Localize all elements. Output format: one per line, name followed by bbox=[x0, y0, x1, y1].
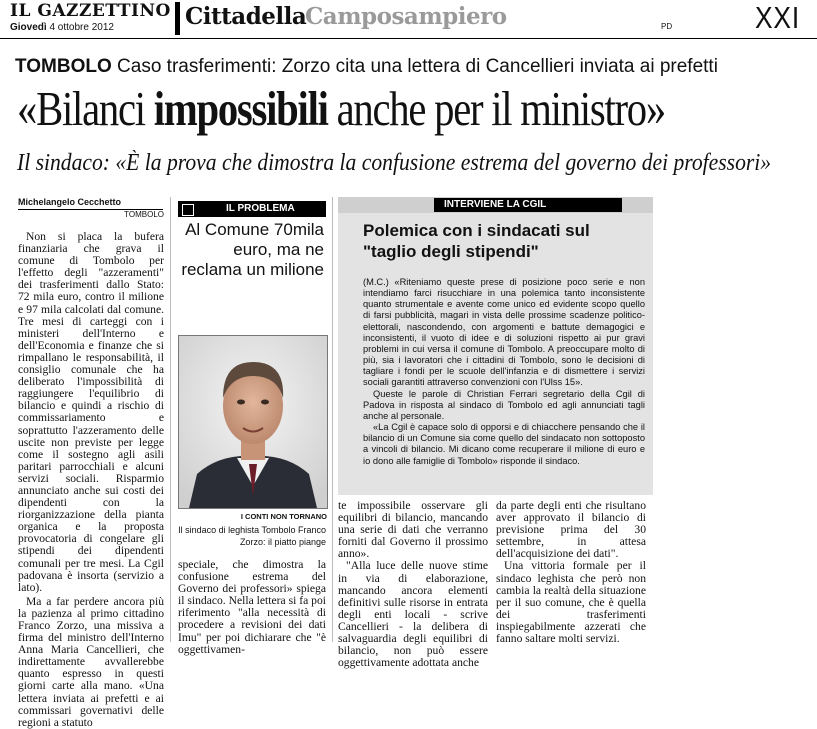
paragraph: te impossibile osservare gli equilibri di bilancio, mancando una serie di dati che verranno forniti dal Governo il prossimo anno». bbox=[338, 499, 488, 561]
masthead-rule bbox=[0, 38, 817, 39]
article-column-1 bbox=[18, 231, 164, 729]
headline-pre: «Bilanci bbox=[17, 81, 154, 136]
problem-title: Al Comune 70mila euro, ma ne reclama un milione bbox=[181, 220, 324, 279]
article-column-2 bbox=[178, 559, 326, 656]
kicker bbox=[15, 56, 718, 78]
square-icon bbox=[182, 204, 194, 216]
article-column-3 bbox=[338, 500, 488, 669]
headline bbox=[17, 81, 665, 137]
problem-tag-label: IL PROBLEMA bbox=[226, 203, 295, 214]
byline: Michelangelo Cecchetto bbox=[18, 197, 163, 210]
section-area: Camposampiero bbox=[305, 3, 507, 30]
cgil-title: Polemica con i sindacati sul "taglio degli stipendi" bbox=[363, 221, 590, 261]
issue-date-text: 4 ottobre 2012 bbox=[49, 22, 114, 33]
kicker-place: TOMBOLO bbox=[15, 56, 112, 77]
paragraph: da parte degli enti che risultano aver approvato il bilancio di previsione prima del 30 settembre, in attesa dell'acquisizione dei dati". bbox=[496, 499, 646, 561]
article-column-4 bbox=[496, 500, 646, 645]
province-code: PD bbox=[661, 22, 673, 31]
problem-tag bbox=[178, 201, 326, 217]
issue-day: Giovedì bbox=[10, 22, 47, 33]
paragraph: Non si placa la bufera finanziaria che grava il comune di Tombolo per l'effetto degli "azzeramenti" dei trasferimenti dallo Stato: 72 mila euro, contro il milione e 97 mila calcolati dal comune. Tre mesi di carteggi con i ministeri dell'Interno e dell'Economia e finanze che si rimpallano le responsabilità, il consiglio comunale che ha deliberato l'impossibilità di raggiungere l'equilibrio di bilancio e quindi a rischio di commissariamento e soprattutto l'azzeramento delle uscite non previste per legge come il sostegno agli asili paritari parrocchiali e alcuni servizi sociali. Risparmio annunciato anche sui costi dei dipendenti con la riorganizzazione della pianta organica e la proposta provocatoria di congelare gli stipendi dei dipendenti comunali per tre mesi. La Cgil padovana è insorta (servizio a lato). bbox=[18, 230, 164, 594]
column-rule bbox=[332, 197, 333, 642]
column-rule bbox=[170, 197, 171, 642]
subheadline: Il sindaco: «È la prova che dimostra la confusione estrema del governo dei professori» bbox=[17, 150, 772, 176]
headline-bold: impossibili bbox=[153, 81, 328, 136]
paragraph: Ma a far perdere ancora più la pazienza al primo cittadino Franco Zorzo, una missiva a firma del ministro dell'Interno Anna Maria Cancellieri, che indirettamente avvallerebbe quanto espresso in questi giorni carte alla mano. «Una lettera inviata ai prefetti e ai commissari governativi delle regioni a statuto bbox=[18, 594, 164, 729]
section-city: Cittadella bbox=[185, 3, 307, 30]
newspaper-name: IL GAZZETTINO bbox=[10, 1, 171, 21]
paragraph: Una vittoria formale per il sindaco leghista che però non cambia la realtà della situazione per il suo comune, che è quella dei trasferimenti inspiegabilmente azzerati che fanno saltare molti servizi. bbox=[496, 559, 646, 646]
paragraph: Queste le parole di Christian Ferrari segretario della Cgil di Padova in risposta al sindaco di Tombolo ed agli annunciati tagli anche al personale. bbox=[363, 388, 645, 421]
headline-post: anche per il ministro» bbox=[327, 81, 665, 136]
paragraph: "Alla luce delle nuove stime in via di elaborazione, mancando ancora elementi definitivi sulle risorse in entrata degli enti locali - scrive Cancellieri - la delibera di salvaguardia degli equilibri di bilancio, non può essere oggettivamente adottata anche bbox=[338, 559, 488, 670]
dateline: TOMBOLO bbox=[124, 210, 164, 219]
kicker-text: Caso trasferimenti: Zorzo cita una lettera di Cancellieri inviata ai prefetti bbox=[117, 56, 718, 77]
paragraph: (M.C.) «Riteniamo queste prese di posizione poco serie e non intendiamo farci risucchiare in una polemica tanto inconsistente quanto strumentale e avente come unico ed evidente scopo quello di farsi pubblicità, magari in vista delle prossime scadenze politico-elettorali, nascondendo, con argomenti e battute demagogici e inconsistenti, il vuoto di idee e di soluzioni rispetto ai pur gravi problemi in cui versa il comune di Tombolo. A preoccupare molto di più, sia i lavoratori che i cittadini di Tombolo, sono le decisioni di tagliare i fondi per le scuole dell'infanzia e di dismettere i servizi sociali garantiti attraverso convenzioni con l'Ulss 15». bbox=[363, 277, 645, 388]
portrait-image bbox=[179, 336, 327, 508]
paragraph: «La Cgil è capace solo di opporsi e di chiacchere pensando che il bilancio di un Comune sia come quello del sindacato non sottoposto a vincoli di bilancio. Mi dicano come recuperare il milione di euro e io dono alle famiglie di Tombolo» risponde il sindaco. bbox=[363, 422, 645, 466]
problem-box bbox=[178, 201, 326, 280]
mayor-photo bbox=[178, 335, 328, 509]
issue-date bbox=[10, 22, 114, 33]
photo-caption-tag: I CONTI NON TORNANO bbox=[240, 512, 327, 521]
cgil-body bbox=[363, 277, 645, 467]
page-number: XXI bbox=[755, 0, 801, 35]
paragraph: speciale, che dimostra la confusione estrema del Governo dei professori» spiega il sindaco. Nella lettera si fa poi riferimento "alla necessità di procedere a revisioni dei dati Imu" per poi dichiarare che "è oggettivamen- bbox=[178, 558, 326, 656]
photo-caption: Il sindaco di leghista Tombolo Franco Zorzo: il piatto piange bbox=[178, 525, 326, 547]
cgil-tag-label: INTERVIENE LA CGIL bbox=[434, 198, 622, 212]
cgil-tag bbox=[338, 197, 653, 213]
